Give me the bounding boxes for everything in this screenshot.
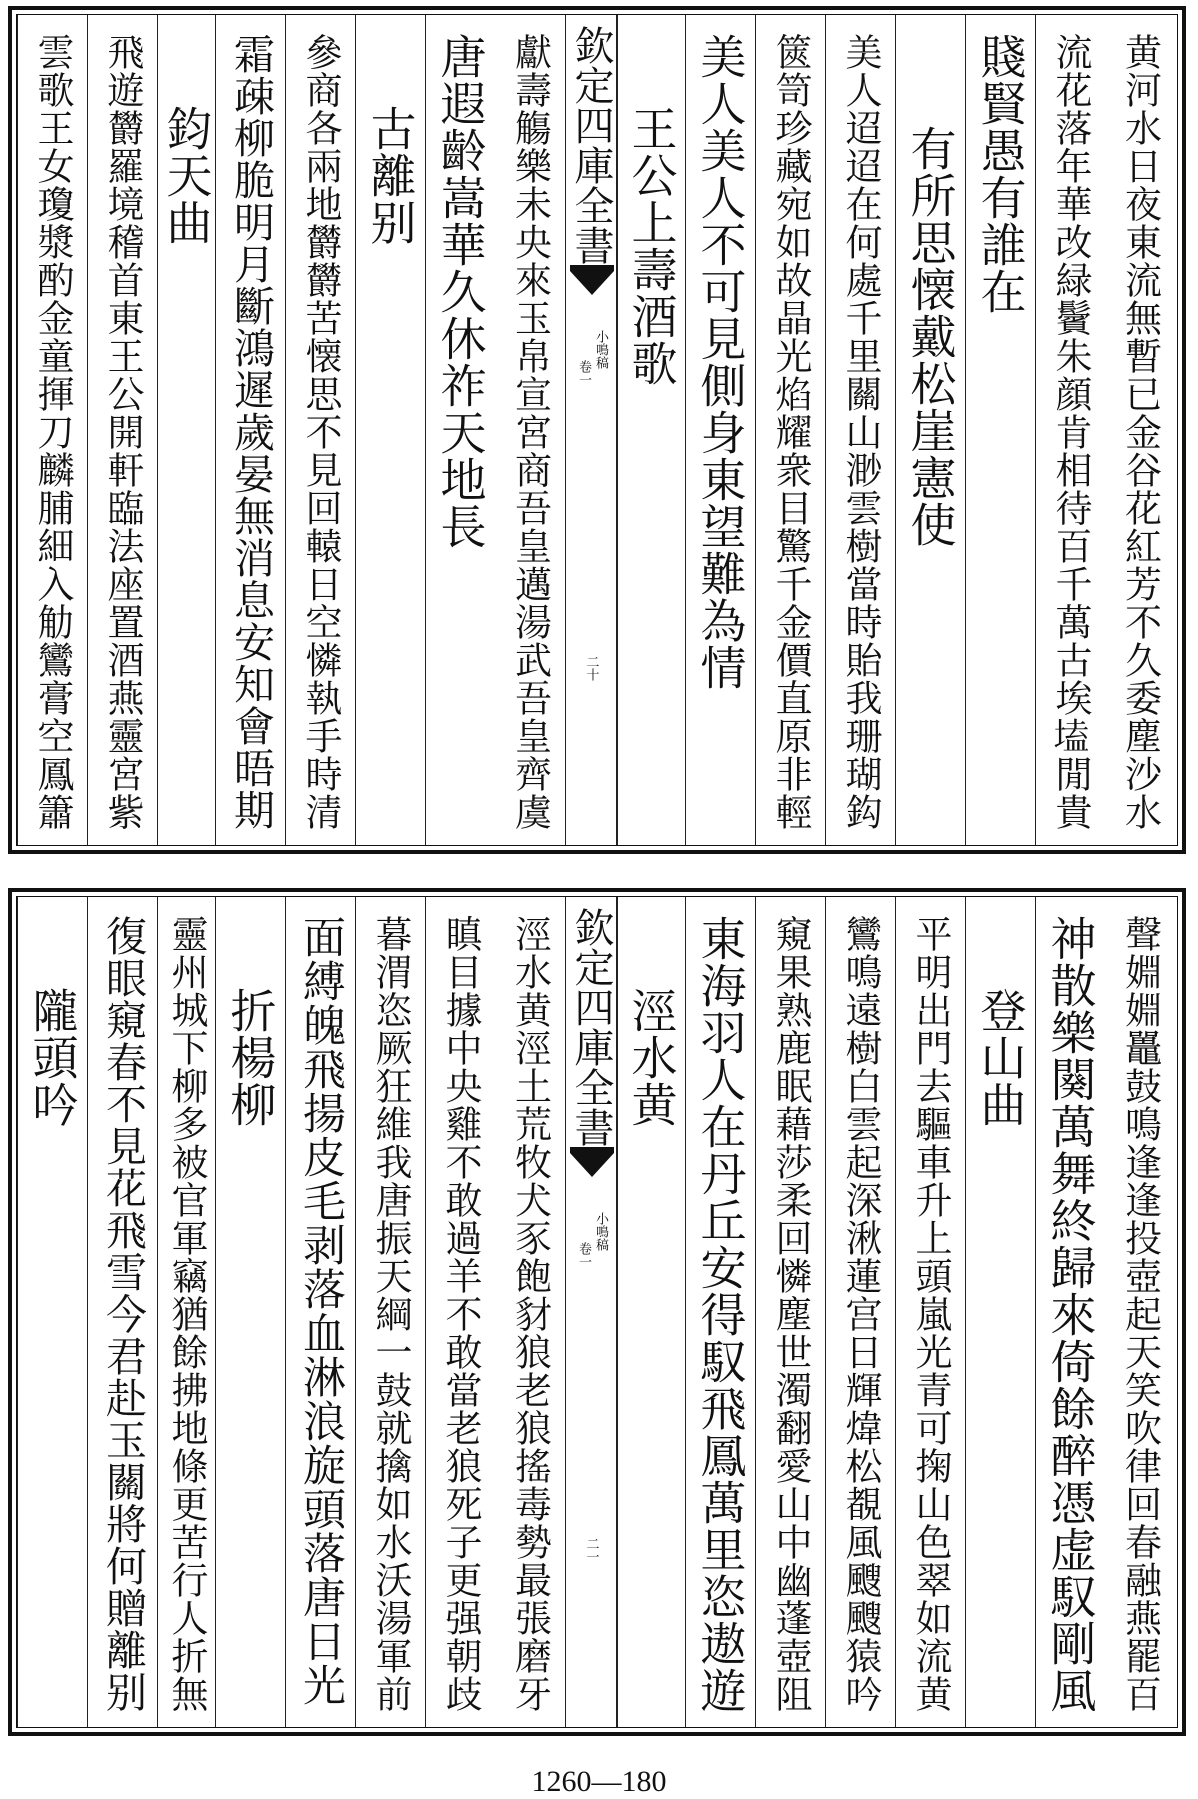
text-column bbox=[895, 15, 965, 845]
fishtail-mark-icon bbox=[570, 1147, 614, 1181]
column-text: 美人迢迢在何處千里關山渺雲樹當時貽我珊瑚鈎 bbox=[839, 33, 882, 831]
text-column bbox=[157, 897, 215, 1727]
column-text: 暮渭恣厥狂維我唐振天綱一鼓就擒如水沃湯軍前 bbox=[369, 915, 412, 1713]
text-column bbox=[685, 897, 755, 1727]
text-column bbox=[1105, 897, 1175, 1727]
text-column bbox=[215, 15, 285, 845]
column-text: 雲歌王女瓊漿酌金童揮刀麟脯細入觔鸞膏空鳳簫 bbox=[31, 33, 74, 831]
text-column bbox=[425, 15, 495, 845]
fishtail-mark-icon bbox=[570, 265, 614, 299]
poem-title: 涇水黄 bbox=[624, 987, 679, 1128]
poem-title: 登山曲 bbox=[973, 987, 1028, 1128]
column-text: 飛遊欝羅境稽首東王公開軒臨法座置酒燕靈宮紫 bbox=[101, 33, 144, 831]
column-text: 靈州城下柳多被官軍竊猶餘拂地條更苦行人折無 bbox=[165, 915, 208, 1713]
text-column bbox=[685, 15, 755, 845]
poem-title: 有所思懐戴松崖憲使 bbox=[903, 125, 958, 548]
page-number: 二十 bbox=[583, 655, 599, 681]
text-column bbox=[285, 15, 355, 845]
column-text: 平明出門去驅車升上頭嵐光青可掬山色翠如流黄 bbox=[909, 915, 952, 1713]
text-column bbox=[495, 15, 565, 845]
bottom-page-frame bbox=[16, 896, 1178, 1728]
text-column bbox=[355, 897, 425, 1727]
column-text: 復眼窺春不見花飛雪今君赴玉關將何贈離别 bbox=[99, 915, 147, 1713]
book-name: 小鳴稿 bbox=[593, 330, 608, 369]
text-column bbox=[617, 897, 685, 1727]
text-column bbox=[895, 897, 965, 1727]
text-column bbox=[87, 15, 157, 845]
text-column bbox=[1105, 15, 1175, 845]
poem-title: 王公上壽酒歌 bbox=[624, 105, 679, 387]
text-column bbox=[965, 897, 1035, 1727]
column-text: 神散樂闋萬舞終歸來倚餘醉憑虚馭剛風 bbox=[1043, 915, 1098, 1714]
text-column bbox=[1035, 897, 1105, 1727]
text-column bbox=[425, 897, 495, 1727]
text-column bbox=[825, 897, 895, 1727]
column-text: 參商各兩地欝欝苦懐思不見回轅日空憐執手時清 bbox=[299, 33, 342, 831]
text-column bbox=[755, 15, 825, 845]
column-text: 美人美人不可見側身東望難為情 bbox=[693, 33, 748, 691]
text-column bbox=[17, 15, 87, 845]
volume-label: 卷一 bbox=[576, 1242, 591, 1268]
spine bbox=[565, 15, 617, 845]
text-column bbox=[157, 15, 215, 845]
poem-title: 折楊柳 bbox=[223, 987, 278, 1128]
text-column bbox=[285, 897, 355, 1727]
library-title: 欽定四庫全書 bbox=[568, 25, 614, 265]
column-text: 唐遐齡嵩華久休祚天地長 bbox=[433, 33, 488, 550]
text-column bbox=[215, 897, 285, 1727]
column-text: 涇水黄涇土荒牧犬豕飽豺狼老狼搖毒勢最張磨牙 bbox=[508, 915, 552, 1713]
text-column bbox=[87, 897, 157, 1727]
bottom-page bbox=[8, 888, 1186, 1736]
column-text: 獻壽觴樂未央來玉帛宣宮商吾皇邁湯武吾皇齊虞 bbox=[508, 33, 552, 831]
poem-title: 鈞天曲 bbox=[159, 105, 214, 246]
column-text: 霜疎柳脆明月斷鴻遲歲晏無消息安知會晤期 bbox=[227, 33, 275, 831]
column-text: 瞋目據中央雞不敢過羊不敢當老狼死子更强朝歧 bbox=[439, 915, 482, 1713]
column-text: 賤賢愚有誰在 bbox=[973, 33, 1028, 315]
column-text: 黄河水日夜東流無暫已金谷花紅芳不久委塵沙水 bbox=[1118, 33, 1162, 831]
text-column bbox=[825, 15, 895, 845]
column-text: 篋笥珍藏宛如故晶光焰耀衆目驚千金價直原非輕 bbox=[769, 33, 812, 831]
volume-label: 卷一 bbox=[576, 360, 591, 386]
poem-title: 古離别 bbox=[363, 105, 418, 246]
column-text: 面縛魄飛揚皮毛剥落血淋浪旋頭落唐日光 bbox=[296, 915, 346, 1707]
text-column bbox=[617, 15, 685, 845]
poem-title: 隴頭吟 bbox=[25, 987, 80, 1128]
top-page-frame bbox=[16, 14, 1178, 846]
column-text: 窺果熟鹿眠藉莎柔回憐塵世濁翻愛山中幽蓬壺阻 bbox=[769, 915, 812, 1713]
top-page bbox=[8, 6, 1186, 854]
text-column bbox=[1035, 15, 1105, 845]
library-title: 欽定四庫全書 bbox=[568, 907, 614, 1147]
page-number: 二一 bbox=[583, 1537, 599, 1563]
scan-page-number: 1260—180 bbox=[531, 1765, 667, 1798]
text-column bbox=[355, 15, 425, 845]
column-text: 鸞鳴遠樹白雲起深湫蓮宫日輝煒松覩風颼颼猿吟 bbox=[839, 915, 882, 1713]
text-column bbox=[17, 897, 87, 1727]
text-column bbox=[755, 897, 825, 1727]
text-column bbox=[965, 15, 1035, 845]
column-text: 東海羽人在丹丘安得馭飛鳳萬里恣遨遊 bbox=[693, 915, 748, 1714]
column-text: 流花落年華改緑鬢朱顔肯相待百千萬古埃𡏖閒貴 bbox=[1049, 33, 1092, 831]
text-column bbox=[495, 897, 565, 1727]
spine bbox=[565, 897, 617, 1727]
book-name: 小鳴稿 bbox=[593, 1212, 608, 1251]
column-text: 聲婣婣鼉鼓鳴逢逢投壺起天笑吹律回春融燕罷百 bbox=[1118, 915, 1162, 1713]
